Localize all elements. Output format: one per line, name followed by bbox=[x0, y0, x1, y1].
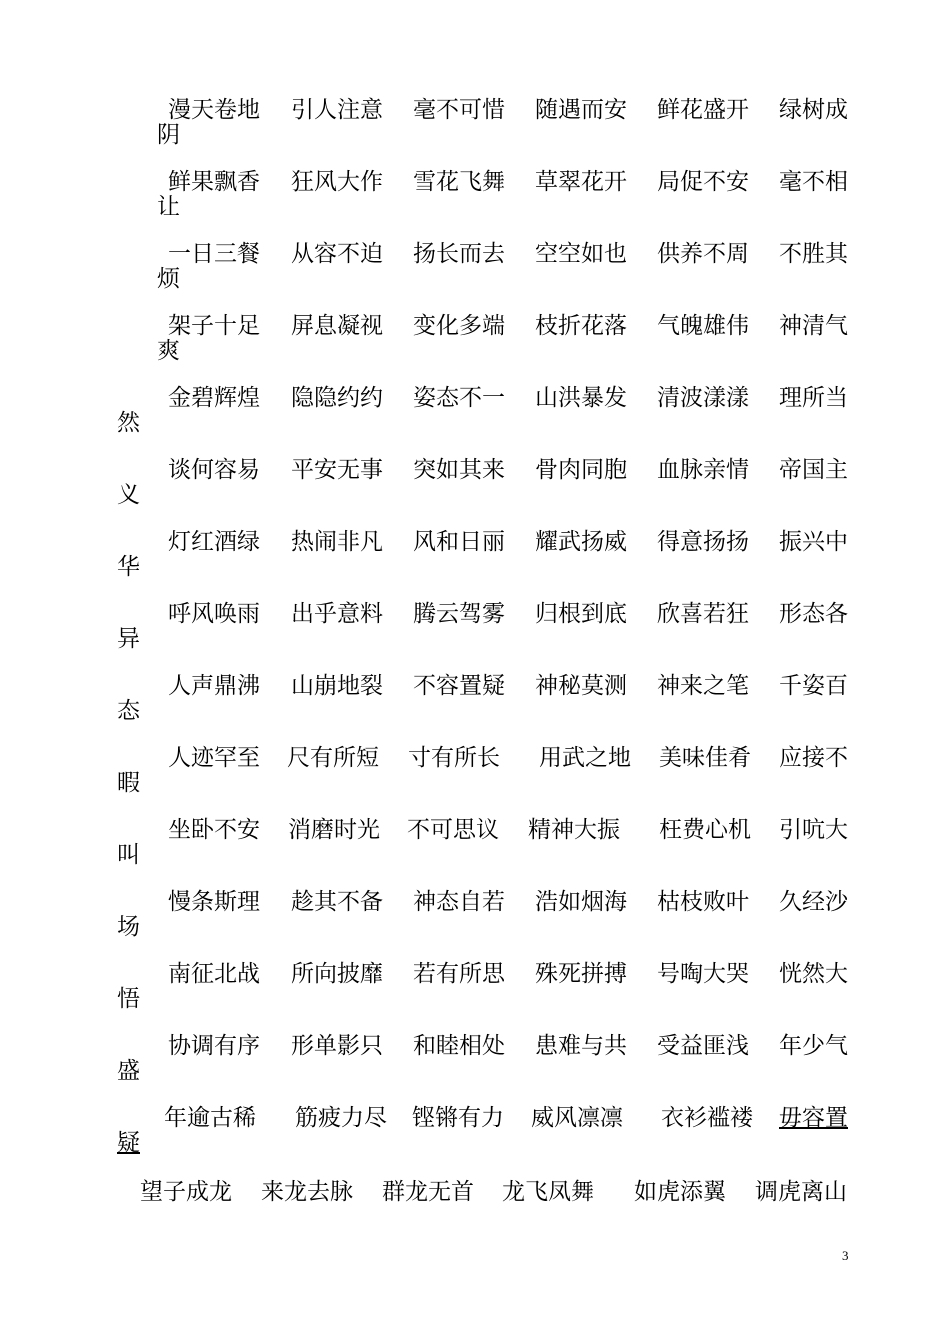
idiom: 所向披靡 bbox=[291, 961, 383, 987]
idiom: 寸有所长 bbox=[408, 745, 500, 771]
idiom: 来龙去脉 bbox=[261, 1179, 353, 1205]
idiom: 神清气 bbox=[779, 313, 848, 339]
idiom: 草翠花开 bbox=[535, 169, 627, 195]
idiom: 平安无事 bbox=[291, 457, 383, 483]
idiom: 隐隐约约 bbox=[291, 385, 383, 411]
idiom: 腾云驾雾 bbox=[413, 601, 505, 627]
wrapped-character: 华 bbox=[117, 554, 140, 580]
idiom: 衣衫褴褛 bbox=[661, 1105, 753, 1131]
wrapped-character: 烦 bbox=[157, 266, 180, 292]
idiom: 从容不迫 bbox=[291, 241, 383, 267]
idiom: 号啕大哭 bbox=[657, 961, 749, 987]
page-number: 3 bbox=[842, 1248, 849, 1263]
idiom: 扬长而去 bbox=[413, 241, 505, 267]
idiom: 不胜其 bbox=[779, 241, 848, 267]
idiom-row bbox=[0, 959, 950, 1029]
idiom-row bbox=[0, 671, 950, 741]
wrapped-character: 爽 bbox=[157, 338, 180, 364]
idiom: 神来之笔 bbox=[657, 673, 749, 699]
idiom: 用武之地 bbox=[539, 745, 631, 771]
idiom: 不可思议 bbox=[407, 817, 499, 843]
idiom-row bbox=[0, 383, 950, 453]
wrapped-character: 悟 bbox=[117, 986, 140, 1012]
idiom: 调虎离山 bbox=[755, 1179, 847, 1205]
wrapped-character: 暇 bbox=[117, 770, 140, 796]
idiom: 龙飞凤舞 bbox=[502, 1179, 594, 1205]
idiom: 一日三餐 bbox=[168, 241, 260, 267]
idiom: 威风凛凛 bbox=[531, 1105, 623, 1131]
idiom: 浩如烟海 bbox=[535, 889, 627, 915]
idiom: 如虎添翼 bbox=[634, 1179, 726, 1205]
idiom-row bbox=[0, 239, 950, 309]
idiom: 协调有序 bbox=[168, 1033, 260, 1059]
idiom: 形态各 bbox=[779, 601, 848, 627]
idiom: 振兴中 bbox=[779, 529, 848, 555]
idiom: 坐卧不安 bbox=[168, 817, 260, 843]
idiom: 群龙无首 bbox=[382, 1179, 474, 1205]
idiom: 患难与共 bbox=[535, 1033, 627, 1059]
idiom: 得意扬扬 bbox=[657, 529, 749, 555]
idiom: 空空如也 bbox=[535, 241, 627, 267]
idiom: 引人注意 bbox=[291, 97, 383, 123]
wrapped-character: 然 bbox=[117, 410, 140, 436]
idiom: 出乎意料 bbox=[291, 601, 383, 627]
idiom: 铿锵有力 bbox=[412, 1105, 504, 1131]
wrapped-character: 疑 bbox=[117, 1130, 140, 1156]
idiom: 血脉亲情 bbox=[657, 457, 749, 483]
idiom: 灯红酒绿 bbox=[168, 529, 260, 555]
idiom: 精神大振 bbox=[528, 817, 620, 843]
idiom-row bbox=[0, 527, 950, 597]
wrapped-character: 态 bbox=[117, 698, 140, 724]
wrapped-character: 让 bbox=[157, 194, 180, 220]
idiom-row bbox=[0, 311, 950, 381]
idiom: 局促不安 bbox=[657, 169, 749, 195]
idiom: 帝国主 bbox=[779, 457, 848, 483]
idiom: 鲜果飘香 bbox=[168, 169, 260, 195]
idiom: 屏息凝视 bbox=[291, 313, 383, 339]
idiom: 若有所思 bbox=[413, 961, 505, 987]
idiom: 风和日丽 bbox=[413, 529, 505, 555]
idiom: 山崩地裂 bbox=[291, 673, 383, 699]
idiom: 神秘莫测 bbox=[535, 673, 627, 699]
wrapped-character: 异 bbox=[117, 626, 140, 652]
idiom: 年逾古稀 bbox=[164, 1105, 256, 1131]
idiom: 山洪暴发 bbox=[535, 385, 627, 411]
idiom: 耀武扬威 bbox=[535, 529, 627, 555]
idiom: 鲜花盛开 bbox=[657, 97, 749, 123]
idiom-row bbox=[0, 599, 950, 669]
idiom-underlined: 毋容置 bbox=[779, 1105, 848, 1131]
idiom: 趁其不备 bbox=[291, 889, 383, 915]
idiom: 气魄雄伟 bbox=[657, 313, 749, 339]
idiom: 美味佳肴 bbox=[659, 745, 751, 771]
idiom: 突如其来 bbox=[413, 457, 505, 483]
idiom: 供养不周 bbox=[657, 241, 749, 267]
idiom: 漫天卷地 bbox=[168, 97, 260, 123]
idiom: 南征北战 bbox=[168, 961, 260, 987]
idiom: 枉费心机 bbox=[659, 817, 751, 843]
idiom: 人声鼎沸 bbox=[168, 673, 260, 699]
idiom-row bbox=[0, 1177, 950, 1247]
idiom-row bbox=[0, 167, 950, 237]
idiom: 呼风唤雨 bbox=[168, 601, 260, 627]
idiom: 随遇而安 bbox=[535, 97, 627, 123]
idiom: 消磨时光 bbox=[288, 817, 380, 843]
idiom-row bbox=[0, 95, 950, 165]
idiom: 千姿百 bbox=[779, 673, 848, 699]
idiom: 枝折花落 bbox=[535, 313, 627, 339]
wrapped-character: 场 bbox=[117, 914, 140, 940]
idiom: 谈何容易 bbox=[168, 457, 260, 483]
idiom: 引吭大 bbox=[779, 817, 848, 843]
idiom-row bbox=[0, 455, 950, 525]
idiom: 金碧辉煌 bbox=[168, 385, 260, 411]
wrapped-character: 义 bbox=[117, 482, 140, 508]
idiom: 形单影只 bbox=[291, 1033, 383, 1059]
idiom-row bbox=[0, 1103, 950, 1173]
idiom: 毫不相 bbox=[779, 169, 848, 195]
idiom: 变化多端 bbox=[413, 313, 505, 339]
idiom: 枯枝败叶 bbox=[657, 889, 749, 915]
idiom: 久经沙 bbox=[779, 889, 848, 915]
idiom: 恍然大 bbox=[779, 961, 848, 987]
idiom: 雪花飞舞 bbox=[413, 169, 505, 195]
idiom: 理所当 bbox=[779, 385, 848, 411]
idiom: 热闹非凡 bbox=[291, 529, 383, 555]
idiom: 欣喜若狂 bbox=[657, 601, 749, 627]
idiom: 筋疲力尽 bbox=[295, 1105, 387, 1131]
idiom: 慢条斯理 bbox=[168, 889, 260, 915]
idiom: 和睦相处 bbox=[413, 1033, 505, 1059]
idiom: 绿树成 bbox=[779, 97, 848, 123]
idiom-row bbox=[0, 1031, 950, 1101]
idiom-row bbox=[0, 815, 950, 885]
idiom: 归根到底 bbox=[535, 601, 627, 627]
wrapped-character: 阴 bbox=[157, 122, 180, 148]
idiom: 人迹罕至 bbox=[168, 745, 260, 771]
idiom: 清波漾漾 bbox=[657, 385, 749, 411]
idiom-row bbox=[0, 743, 950, 813]
idiom: 尺有所短 bbox=[287, 745, 379, 771]
wrapped-character: 盛 bbox=[117, 1058, 140, 1084]
idiom: 望子成龙 bbox=[140, 1179, 232, 1205]
idiom-row bbox=[0, 887, 950, 957]
idiom: 架子十足 bbox=[168, 313, 260, 339]
idiom: 殊死拼搏 bbox=[535, 961, 627, 987]
wrapped-character: 叫 bbox=[117, 842, 140, 868]
idiom: 应接不 bbox=[779, 745, 848, 771]
idiom: 受益匪浅 bbox=[657, 1033, 749, 1059]
idiom: 姿态不一 bbox=[413, 385, 505, 411]
idiom: 不容置疑 bbox=[413, 673, 505, 699]
idiom: 毫不可惜 bbox=[413, 97, 505, 123]
idiom: 狂风大作 bbox=[291, 169, 383, 195]
idiom: 神态自若 bbox=[413, 889, 505, 915]
idiom: 年少气 bbox=[779, 1033, 848, 1059]
idiom: 骨肉同胞 bbox=[535, 457, 627, 483]
